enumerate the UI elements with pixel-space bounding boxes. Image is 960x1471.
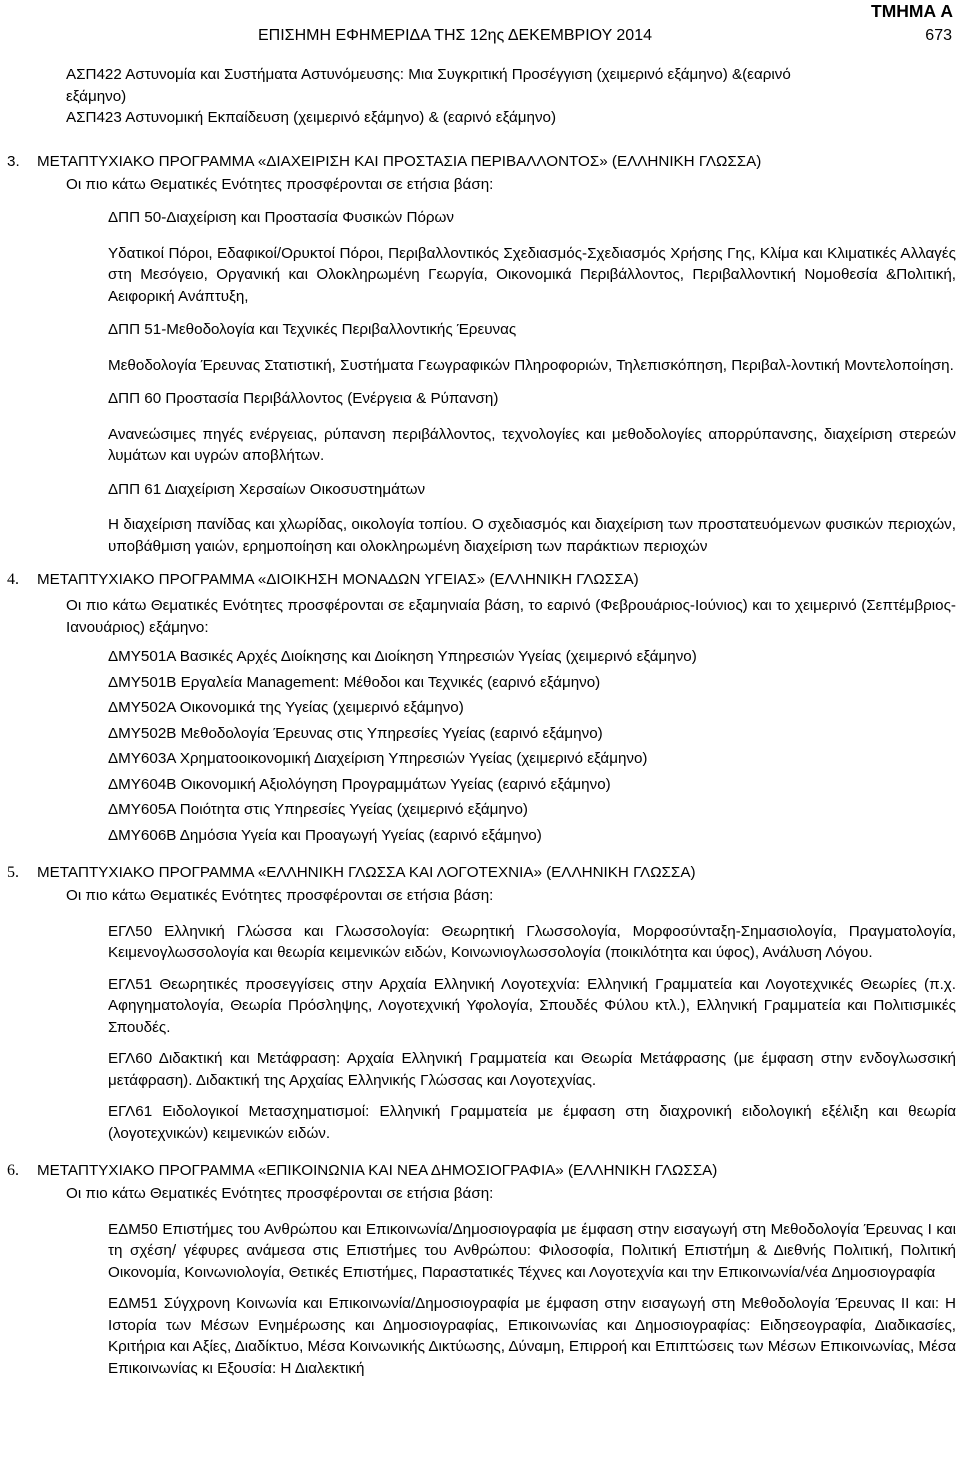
page-number: 673 <box>925 27 952 44</box>
program-section-4 <box>0 569 960 846</box>
course-title: ΔΠΠ 51-Μεθοδολογία και Τεχνικές Περιβαλλοντικής Έρευνας <box>108 321 517 338</box>
program-section-6 <box>0 1160 960 1379</box>
section-label: ΤΜΗΜΑ Α <box>871 1 953 21</box>
course-item: ΔΜΥ502Β Μεθοδολογία Έρευνας στις Υπηρεσίες Υγείας (εαρινό εξάμηνο) <box>108 724 603 742</box>
course-title: ΔΠΠ 50-Διαχείριση και Προστασία Φυσικών Πόρων <box>108 209 454 226</box>
section-number: 5. <box>7 864 19 881</box>
course-line-continued: εξάμηνο) <box>66 87 127 105</box>
course-item: ΔΜΥ501Β Εργαλεία Management: Μέθοδοι και Τεχνικές (εαρινό εξάμηνο) <box>108 673 601 691</box>
page-body <box>0 64 960 1379</box>
course-title: ΔΠΠ 61 Διαχείριση Χερσαίων Οικοσυστημάτων <box>108 480 426 498</box>
gazette-title: ΕΠΙΣΗΜΗ ΕΦΗΜΕΡΙΔΑ ΤΗΣ 12ης ΔΕΚΕΜΒΡΙΟΥ 2014 <box>258 27 652 44</box>
course-block: ΕΓΛ60 Διδακτική και Μετάφραση: Αρχαία Ελληνική Γραμματεία και Θεωρία Μετάφρασης (με έμφαση στην ενδογλωσσική μετάφραση). Διδακτική της Αρχαίας Ελληνικής Γλώσσας και Λογοτεχνίας. <box>108 1050 956 1089</box>
section-subtitle: Οι πιο κάτω Θεματικές Ενότητες προσφέρονται σε ετήσια βάση: <box>66 887 494 904</box>
course-item: ΔΜΥ502Α Οικονομικά της Υγείας (χειμερινό εξάμηνο) <box>108 699 464 716</box>
section-number: 4. <box>7 571 19 588</box>
course-block: ΕΓΛ61 Ειδολογικοί Μετασχηματισμοί: Ελληνική Γραμματεία με έμφαση στη διαχρονική ειδολογική εξέλιξη και θεωρία (λογοτεχνικών) κειμενικών ειδών. <box>108 1103 956 1142</box>
course-block: ΕΔΜ51 Σύγχρονη Κοινωνία και Επικοινωνία/Δημοσιογραφία με έμφαση στην εισαγωγή στη Μεθοδολογία Έρευνας ΙΙ και: Η Ιστορία των Μέσων Ενημέρωσης και Δημοσιογραφίας, Επικοινωνίας και Δημοσιογραφίας: Ειδησεογραφία, Διαδικασίες, Κριτήρια και Αξίες, Διαδίκτυο, Μέσα Κοινωνικής Δικτύωσης, Δύναμη, Επιρροή και Επιπτώσεις των Μέσων Επικοινωνίας, Μέσα Επικοινωνίας κι Εξουσία: Η Διαλεκτική <box>108 1295 956 1377</box>
section-title: ΜΕΤΑΠΤΥΧΙΑΚΟ ΠΡΟΓΡΑΜΜΑ «ΔΙΑΧΕΙΡΙΣΗ ΚΑΙ ΠΡΟΣΤΑΣΙΑ ΠΕΡΙΒΑΛΛΟΝΤΟΣ» (ΕΛΛΗΝΙΚΗ ΓΛΩΣΣΑ) <box>37 152 762 170</box>
section-number: 6. <box>7 1162 19 1179</box>
program-section-5 <box>0 862 960 1144</box>
section-subtitle: Οι πιο κάτω Θεματικές Ενότητες προσφέρονται σε εξαμηνιαία βάση, το εαρινό (Φεβρουάριος-Ιούνιος) και το χειμερινό (Σεπτέμβριος-Ιανουάριος) εξάμηνο: <box>66 597 956 636</box>
course-block: ΕΔΜ50 Επιστήμες του Ανθρώπου και Επικοινωνία/Δημοσιογραφία με έμφαση στην εισαγωγή στη Μεθοδολογία Έρευνας Ι και τη σχέση/ γέφυρες ανάμεσα στις Επιστήμες του Ανθρώπου: Φιλοσοφία, Πολιτική Επιστήμη & Διεθνής Πολιτική, Πολιτική Οικονομία, Κοινωνιολογία, Θετικές Επιστήμες, Παραστατικές Τέχνες και Λογοτεχνία και την Επικοινωνία/νέα Δημοσιογραφία <box>108 1220 956 1281</box>
section-number: 3. <box>7 152 20 170</box>
section-title: ΜΕΤΑΠΤΥΧΙΑΚΟ ΠΡΟΓΡΑΜΜΑ «ΕΠΙΚΟΙΝΩΝΙΑ ΚΑΙ ΝΕΑ ΔΗΜΟΣΙΟΓΡΑΦΙΑ» (ΕΛΛΗΝΙΚΗ ΓΛΩΣΣΑ) <box>37 1162 718 1179</box>
course-description: Υδατικοί Πόροι, Εδαφικοί/Ορυκτοί Πόροι, Περιβαλλοντικός Σχεδιασμός-Σχεδιασμός Χρήσης Γης, Κλίμα και Κλιματικές Αλλαγές στη Μεσόγειο, Οργανική και Ολοκληρωμένη Γεωργία, Οικονομικά Περιβάλλοντος, Περιβαλλοντική Νομοθεσία &Πολιτική, Αειφορική Ανάπτυξη, <box>108 244 956 305</box>
course-description: Ανανεώσιμες πηγές ενέργειας, ρύπανση περιβάλλοντος, τεχνολογίες και μεθοδολογίες απορρύπανσης, διαχείριση στερεών λυμάτων και υγρών αποβλήτων. <box>108 425 956 464</box>
program-section-3 <box>0 151 960 558</box>
section-subtitle: Οι πιο κάτω Θεματικές Ενότητες προσφέρονται σε ετήσια βάση: <box>66 175 494 193</box>
section-title: ΜΕΤΑΠΤΥΧΙΑΚΟ ΠΡΟΓΡΑΜΜΑ «ΔΙΟΙΚΗΣΗ ΜΟΝΑΔΩΝ ΥΓΕΙΑΣ» (ΕΛΛΗΝΙΚΗ ΓΛΩΣΣΑ) <box>37 571 639 588</box>
section-heading <box>0 151 960 173</box>
course-line: ΑΣΠ422 Αστυνομία και Συστήματα Αστυνόμευσης: Μια Συγκριτική Προσέγγιση (χειμερινό εξάμηνο) &(εαρινό <box>66 66 791 83</box>
section-subtitle: Οι πιο κάτω Θεματικές Ενότητες προσφέρονται σε ετήσια βάση: <box>66 1185 494 1202</box>
course-item: ΔΜΥ501Α Βασικές Αρχές Διοίκησης και Διοίκηση Υπηρεσιών Υγείας (χειμερινό εξάμηνο) <box>108 648 697 665</box>
intro-course-list <box>0 64 936 129</box>
course-item: ΔΜΥ604Β Οικονομική Αξιολόγηση Προγραμμάτων Υγείας (εαρινό εξάμηνο) <box>108 775 611 793</box>
course-block: ΕΓΛ51 Θεωρητικές προσεγγίσεις στην Αρχαία Ελληνική Λογοτεχνία: Ελληνική Γραμματεία και Λογοτεχνικές Θεωρίες (π.χ. Αφηγηματολογία, Θεωρία Πρόσληψης, Λογοτεχνική Υφολογία, Σπουδές Φύλου κτλ.), Ελληνική Γραμματεία και Πολιτισμικές Σπουδές. <box>108 975 956 1036</box>
section-heading <box>0 569 960 591</box>
section-title: ΜΕΤΑΠΤΥΧΙΑΚΟ ΠΡΟΓΡΑΜΜΑ «ΕΛΛΗΝΙΚΗ ΓΛΩΣΣΑ ΚΑΙ ΛΟΓΟΤΕΧΝΙΑ» (ΕΛΛΗΝΙΚΗ ΓΛΩΣΣΑ) <box>37 864 696 881</box>
section-heading <box>0 862 960 884</box>
section-heading <box>0 1160 960 1182</box>
course-block: ΕΓΛ50 Ελληνική Γλώσσα και Γλωσσολογία: Θεωρητική Γλωσσολογία, Μορφοσύνταξη-Σημασιολογία, Πραγματολογία, Κειμενογλωσσολογία και θεωρία κειμενικών ειδών, Κοινωνιογλωσσολογία (ποικιλότητα και ύφος), Ανάλυση Λόγου. <box>108 922 956 961</box>
course-line: ΑΣΠ423 Αστυνομική Εκπαίδευση (χειμερινό εξάμηνο) & (εαρινό εξάμηνο) <box>66 109 557 126</box>
course-item: ΔΜΥ605Α Ποιότητα στις Υπηρεσίες Υγείας (χειμερινό εξάμηνο) <box>108 801 528 818</box>
page-header <box>0 0 960 56</box>
course-title: ΔΠΠ 60 Προστασία Περιβάλλοντος (Ενέργεια & Ρύπανση) <box>108 390 499 407</box>
course-item: ΔΜΥ606Β Δημόσια Υγεία και Προαγωγή Υγείας (εαρινό εξάμηνο) <box>108 826 542 844</box>
course-item: ΔΜΥ603Α Χρηματοοικονομική Διαχείριση Υπηρεσιών Υγείας (χειμερινό εξάμηνο) <box>108 750 648 767</box>
course-description: Μεθοδολογία Έρευνας Στατιστική, Συστήματα Γεωγραφικών Πληροφοριών, Τηλεπισκόπηση, Περιβαλ-λοντική Μοντελοποίηση. <box>108 356 954 374</box>
course-list <box>0 646 960 846</box>
course-description: Η διαχείριση πανίδας και χλωρίδας, οικολογία τοπίου. Ο σχεδιασμός και διαχείριση των προστατευόμενων φυσικών περιοχών, υποβάθμιση γαιών, ερημοποίηση και ολοκληρωμένη διαχείριση των παράκτιων περιοχών <box>108 516 956 555</box>
